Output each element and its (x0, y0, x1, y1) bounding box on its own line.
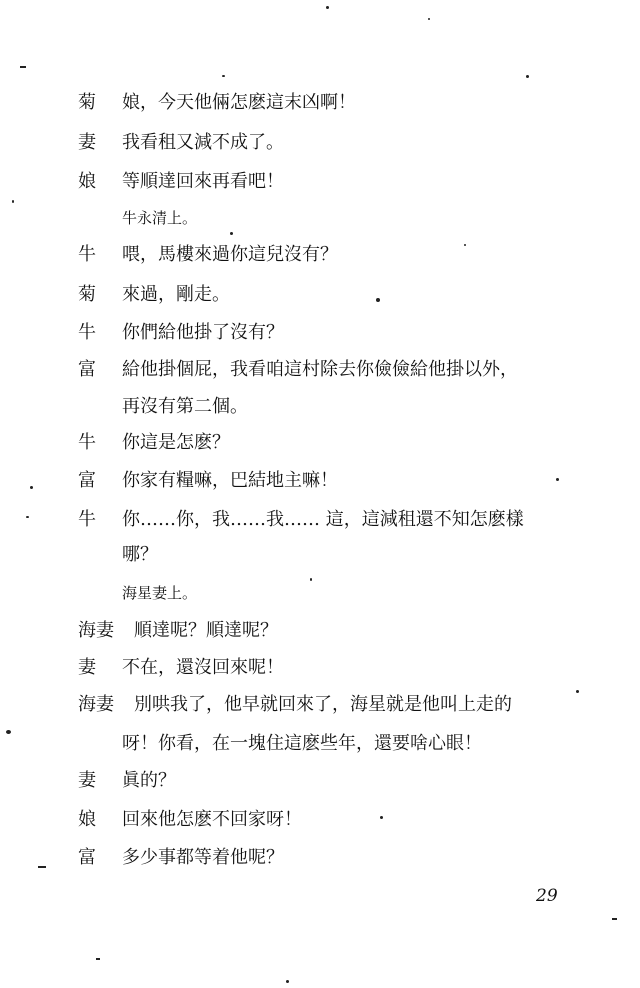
page-number: 29 (536, 886, 558, 906)
dialogue-text: 娘，今天他倆怎麽這末凶啊！ (122, 92, 356, 113)
speaker-name: 娘 (78, 171, 96, 192)
scan-speck (310, 578, 312, 581)
dialogue-text: 你家有糧嘛，巴結地主嘛！ (122, 470, 338, 491)
dialogue-line (78, 805, 302, 835)
scan-speck (376, 298, 380, 302)
scan-speck (526, 75, 529, 78)
scan-speck (30, 486, 33, 489)
stage-direction: 牛永清上。 (122, 209, 198, 227)
scan-speck (428, 18, 430, 20)
scan-speck (6, 730, 11, 734)
dialogue-line (78, 240, 338, 270)
dialogue-line (78, 88, 356, 118)
dialogue-line (78, 843, 284, 873)
scan-speck (380, 816, 383, 819)
stage-direction: 海星妻上。 (122, 584, 198, 602)
speaker-name: 菊 (78, 284, 96, 305)
scan-speck (222, 75, 225, 77)
dialogue-line (78, 318, 284, 348)
dialogue-text: 我看租又減不成了。 (122, 132, 284, 153)
dialogue-text: 回來他怎麽不回家呀！ (122, 809, 302, 830)
dialogue-text: 你這是怎麽？ (122, 432, 230, 453)
scan-speck (286, 980, 289, 983)
dialogue-continuation: 呀！你看，在一塊住這麽些年，還要啥心眼！ (122, 733, 482, 754)
dialogue-continuation: 再沒有第二個。 (122, 396, 248, 417)
scan-speck (20, 66, 26, 68)
dialogue-text: 順達呢？順達呢？ (134, 620, 278, 641)
speaker-name: 富 (78, 847, 96, 868)
speaker-name: 富 (78, 359, 96, 380)
speaker-name: 妻 (78, 132, 96, 153)
dialogue-text: 等順達回來再看吧！ (122, 171, 284, 192)
speaker-name: 牛 (78, 244, 96, 265)
scan-speck (230, 232, 233, 235)
speaker-name: 海妻 (78, 694, 114, 715)
scan-speck (464, 244, 466, 246)
scan-speck (26, 516, 29, 518)
scan-speck (326, 6, 329, 9)
dialogue-line (78, 128, 284, 158)
speaker-name: 妻 (78, 770, 96, 791)
speaker-name: 牛 (78, 432, 96, 453)
dialogue-line (78, 355, 518, 385)
dialogue-line (78, 690, 512, 720)
dialogue-text: 來過，剛走。 (122, 284, 230, 305)
dialogue-continuation: 哪？ (122, 544, 158, 565)
dialogue-text: 眞的？ (122, 770, 176, 791)
speaker-name: 娘 (78, 809, 96, 830)
dialogue-line (78, 167, 284, 197)
dialogue-text: 你……你，我……我…… 這，這減租還不知怎麽樣 (122, 509, 524, 530)
dialogue-text: 不在，還沒回來呢！ (122, 657, 284, 678)
dialogue-line (78, 653, 284, 683)
scan-speck (96, 958, 100, 960)
scan-speck (12, 200, 14, 203)
dialogue-line (78, 766, 176, 796)
scan-speck (38, 866, 46, 868)
speaker-name: 牛 (78, 509, 96, 530)
dialogue-line (78, 280, 230, 310)
dialogue-text: 給他掛個屁，我看咱這村除去你儉儉給他掛以外， (122, 359, 518, 380)
scan-speck (576, 690, 579, 693)
scan-speck (612, 918, 617, 920)
speaker-name: 海妻 (78, 620, 114, 641)
speaker-name: 牛 (78, 322, 96, 343)
dialogue-text: 多少事都等着他呢？ (122, 847, 284, 868)
scan-speck (556, 478, 559, 481)
dialogue-line (78, 505, 524, 535)
dialogue-text: 你們給他掛了沒有？ (122, 322, 284, 343)
speaker-name: 妻 (78, 657, 96, 678)
dialogue-line (78, 466, 338, 496)
dialogue-line (78, 428, 230, 458)
dialogue-text: 喂，馬樓來過你這兒沒有？ (122, 244, 338, 265)
dialogue-line (78, 616, 278, 646)
dialogue-text: 別哄我了，他早就回來了，海星就是他叫上走的 (134, 694, 512, 715)
speaker-name: 富 (78, 470, 96, 491)
speaker-name: 菊 (78, 92, 96, 113)
